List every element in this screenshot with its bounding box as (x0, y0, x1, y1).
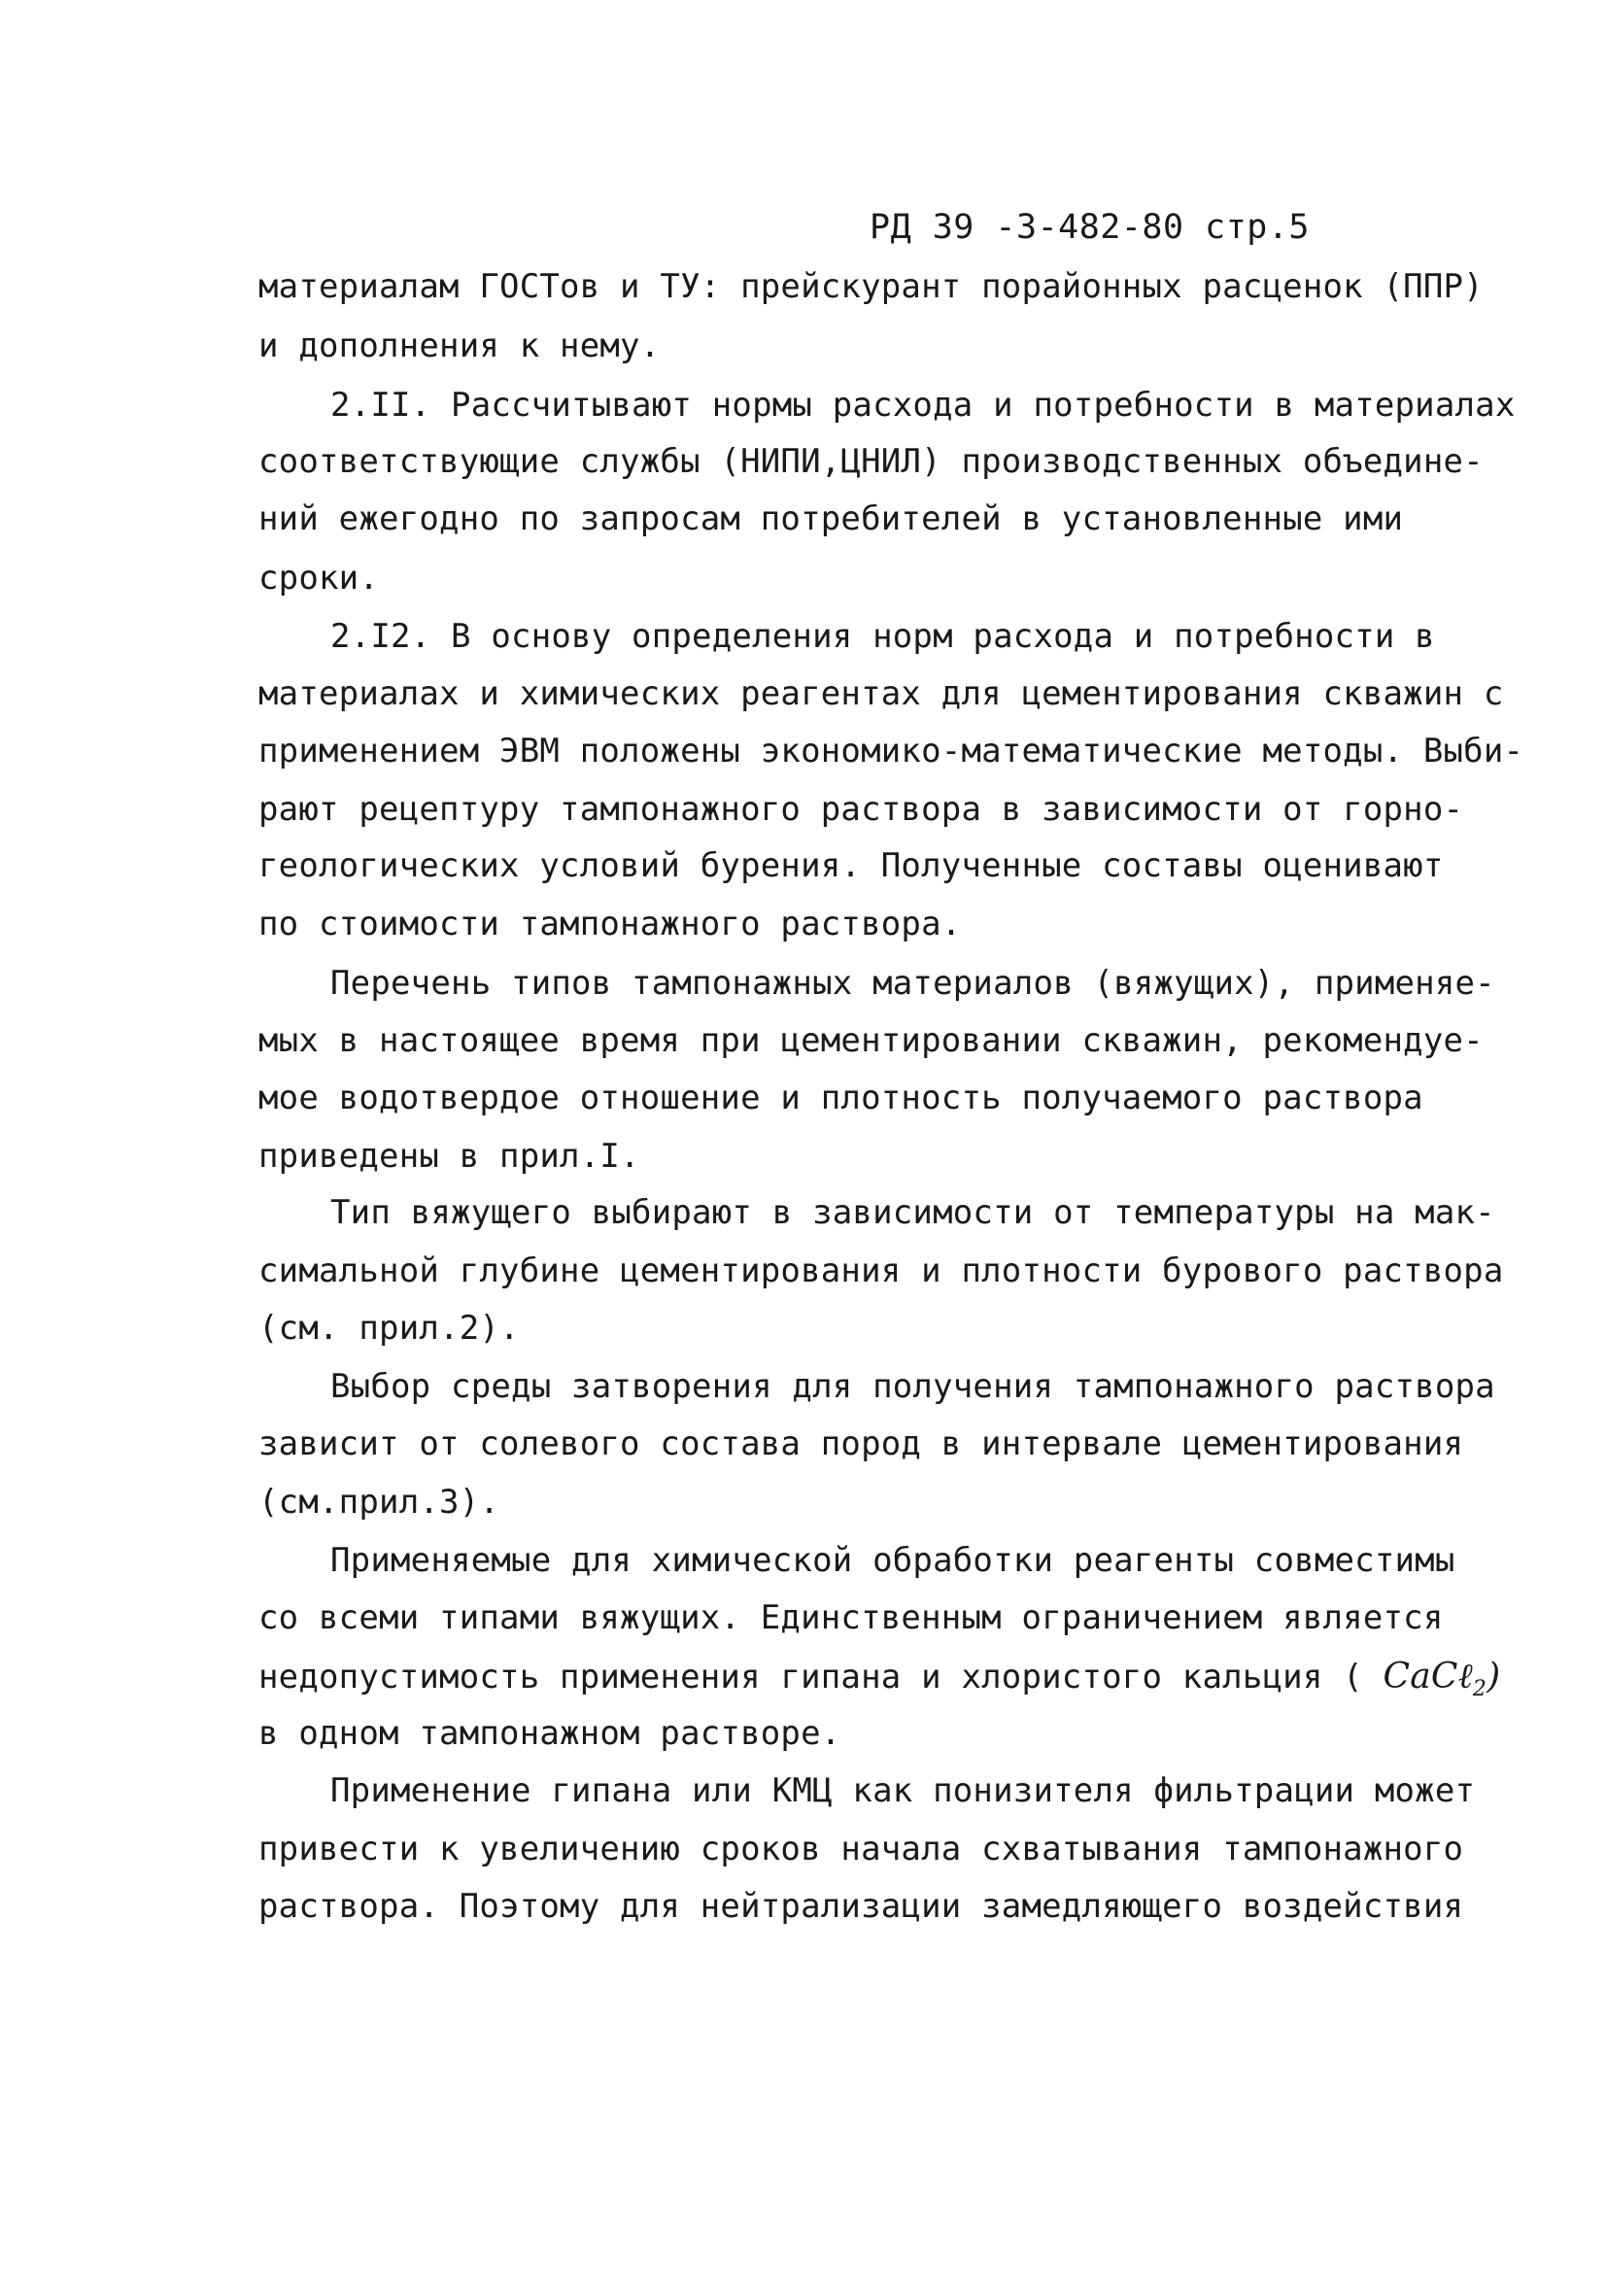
text-line: симальной глубине цементирования и плотности бурового раствора (258, 1251, 1504, 1290)
text-line: Тип вяжущего выбирают в зависимости от температуры на мак- (330, 1193, 1495, 1232)
text-line: недопустимость применения гипана и хлористого кальция ( (258, 1658, 1363, 1696)
text-line: (см. прил.2). (258, 1309, 520, 1348)
text-line: материалах и химических реагентах для цементирования скважин с (258, 674, 1504, 713)
text-line: Применение гипана или КМЦ как понизителя фильтрации может (330, 1771, 1476, 1810)
text-line: (см.прил.3). (258, 1483, 500, 1522)
text-line: 2.I2. В основу определения норм расхода и потребности в (330, 617, 1435, 656)
text-line: Применяемые для химической обработки реагенты совместимы (330, 1541, 1455, 1580)
text-line: в одном тампонажном растворе. (258, 1714, 841, 1753)
text-line: материалам ГОСТов и ТУ: прейскурант порайонных расценок (ППР) (258, 267, 1484, 306)
text-line: раствора. Поэтому для нейтрализации замедляющего воздействия (258, 1887, 1464, 1926)
text-line: привести к увеличению сроков начала схватывания тампонажного (258, 1830, 1464, 1868)
text-line: сроки. (258, 559, 380, 598)
text-line: 2.II. Рассчитывают нормы расхода и потребности в материалах (330, 386, 1516, 425)
text-line: со всеми типами вяжущих. Единственным ограничением является (258, 1598, 1444, 1637)
text-line: геологических условий бурения. Полученные составы оценивают (258, 846, 1444, 885)
text-line: ний ежегодно по запросам потребителей в установленные ими (258, 499, 1404, 538)
text-line-with-formula (258, 1656, 1500, 1701)
text-line: по стоимости тампонажного раствора. (258, 905, 962, 943)
text-line: мых в настоящее время при цементировании скважин, рекомендуе- (258, 1021, 1484, 1060)
text-line: рают рецептуру тампонажного раствора в зависимости от горно- (258, 790, 1464, 829)
text-line: Выбор среды затворения для получения тампонажного раствора (330, 1367, 1495, 1406)
text-line: приведены в прил.I. (258, 1137, 640, 1176)
text-line: применением ЭВМ положены экономико-математические методы. Выби- (258, 732, 1524, 771)
text-line: и дополнения к нему. (258, 326, 661, 365)
text-line: соответствующие службы (НИПИ,ЦНИЛ) производственных объедине- (258, 442, 1484, 481)
text-line: мое водотвердое отношение и плотность получаемого раствора (258, 1079, 1423, 1117)
page-header: РД 39 -3-482-80 стр.5 (870, 208, 1311, 247)
chemical-formula: CaCℓ$_2$) (1383, 1657, 1501, 1702)
text-line: Перечень типов тампонажных материалов (вяжущих), применяе- (330, 964, 1495, 1003)
text-line: зависит от солевого состава пород в интервале цементирования (258, 1424, 1464, 1463)
